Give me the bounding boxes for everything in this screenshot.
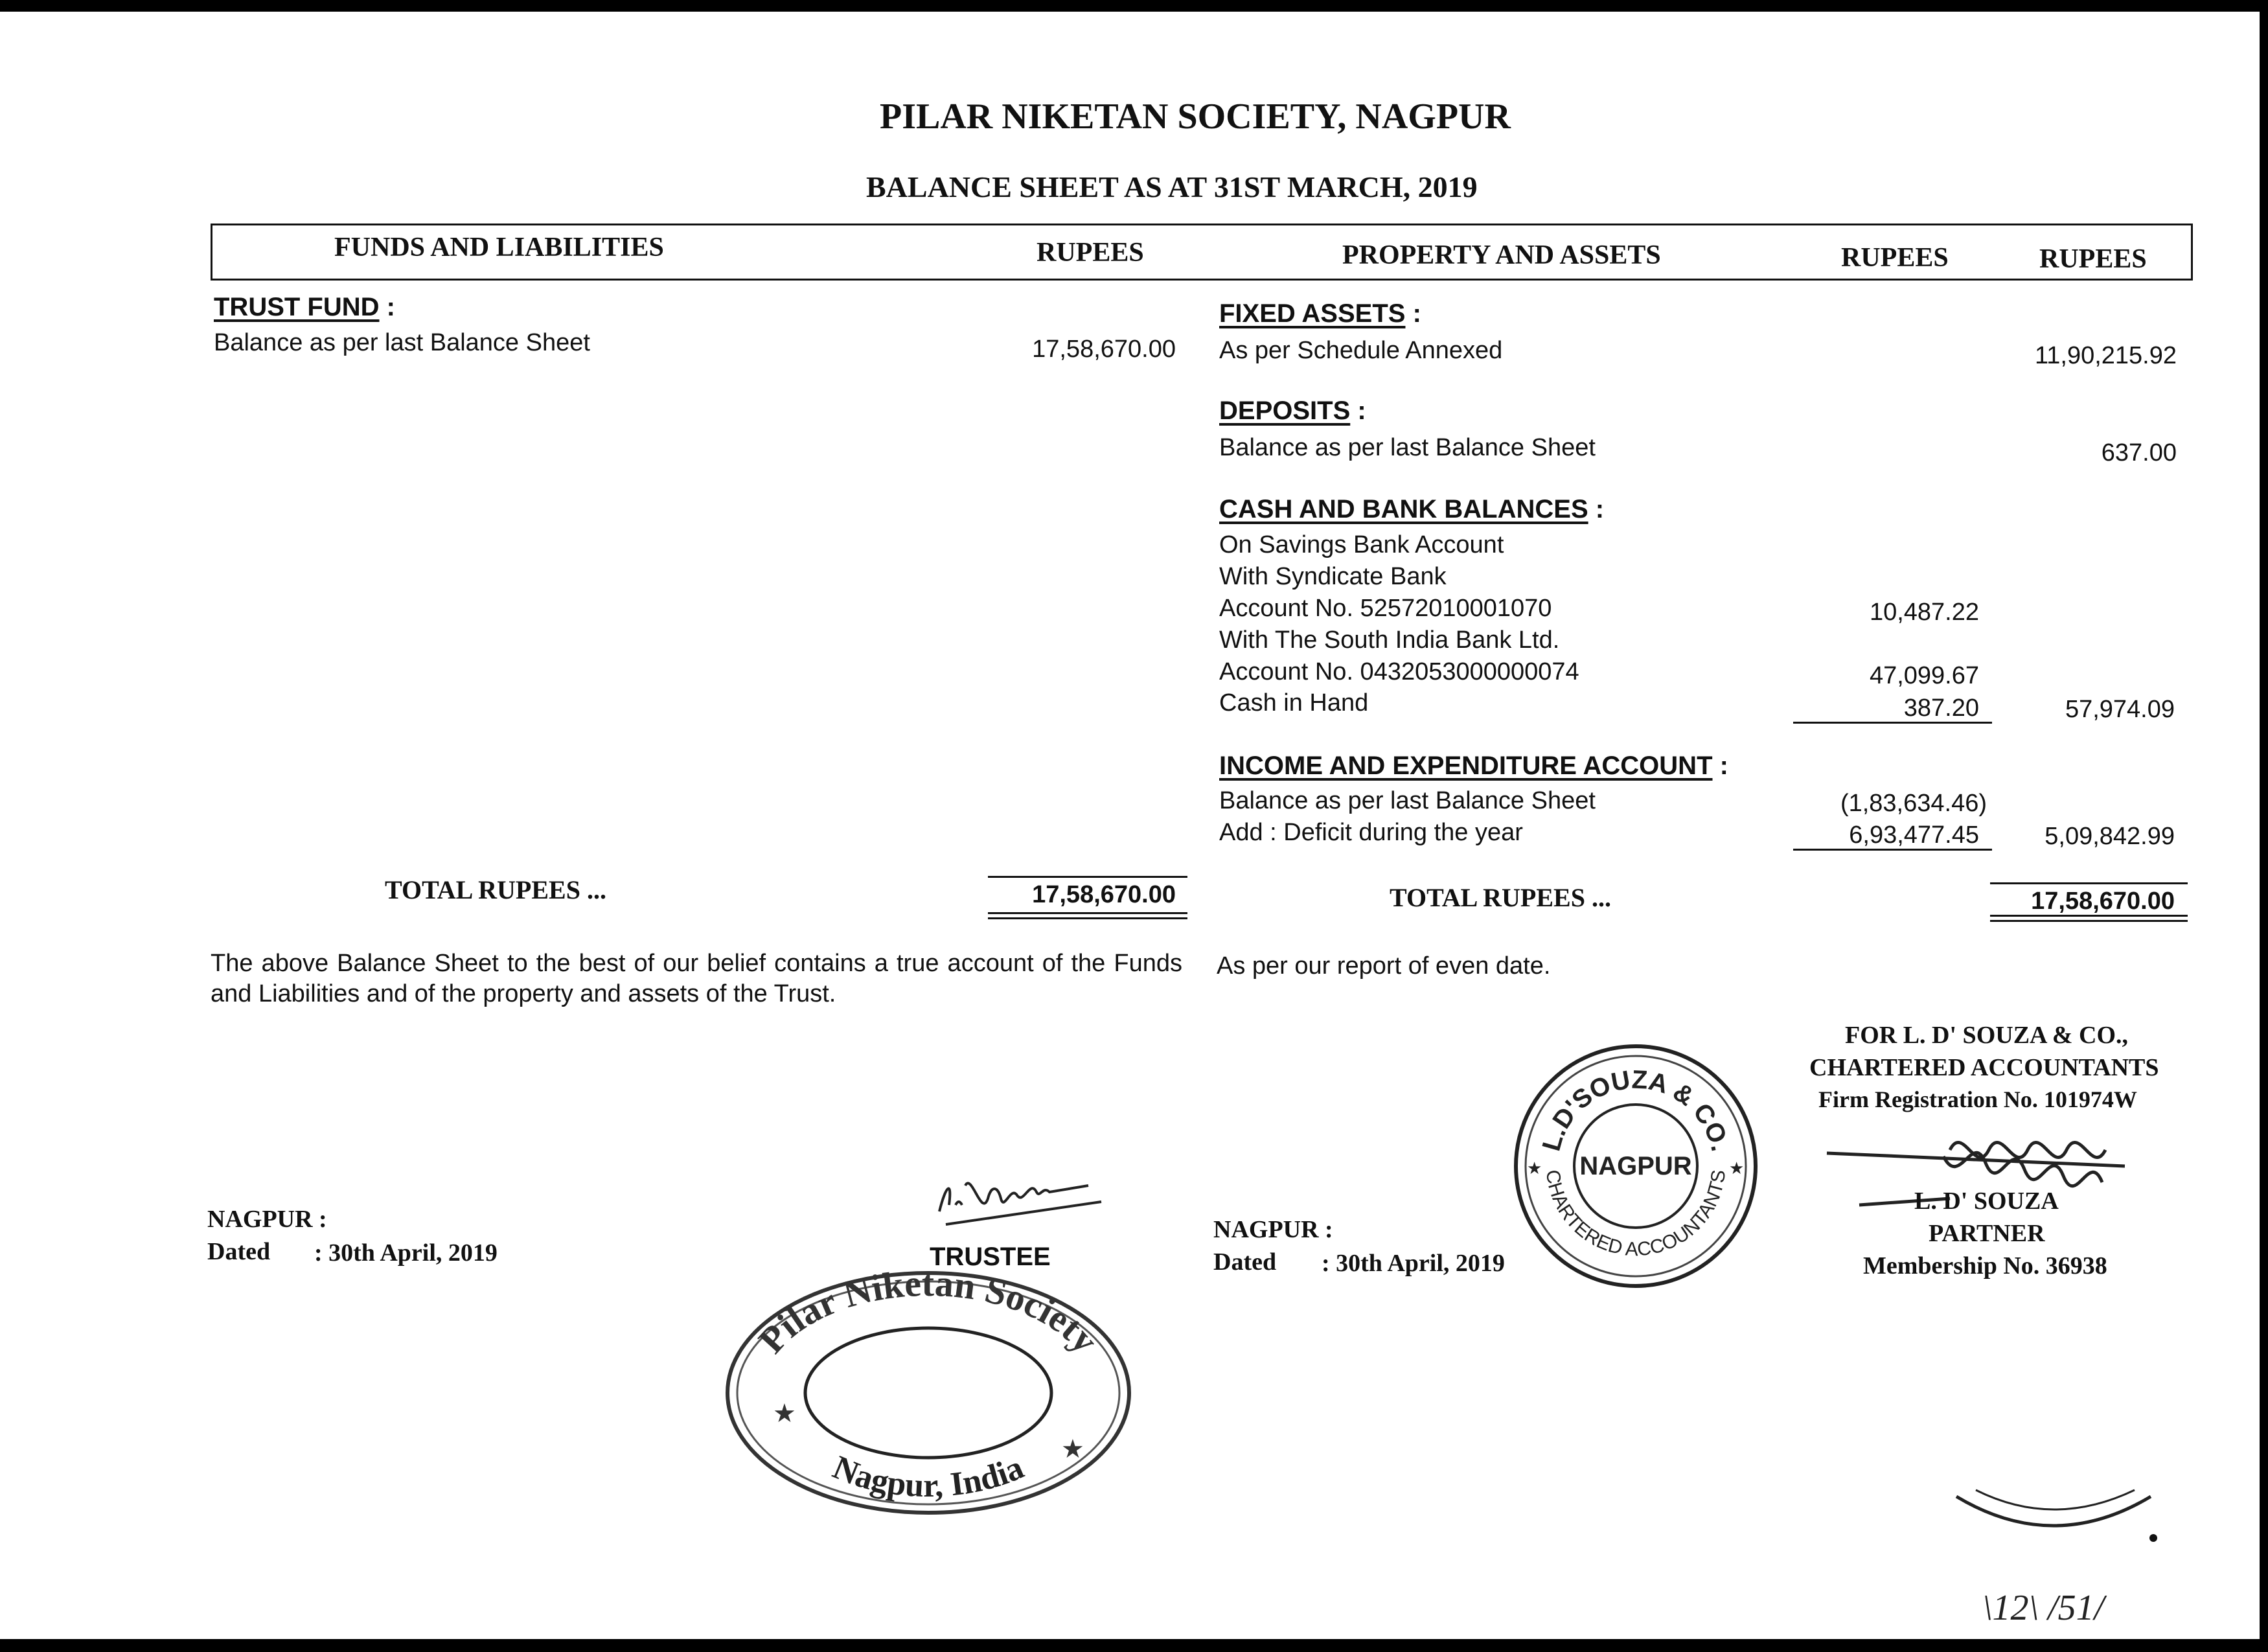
right-total-rule-top	[1990, 882, 2188, 884]
page-mark: \12\ /51/	[1982, 1588, 2105, 1628]
header-rupees-2: RUPEES	[1841, 243, 1949, 273]
left-total-label: TOTAL RUPEES ...	[385, 875, 606, 904]
right-place: NAGPUR :	[1213, 1216, 1333, 1243]
trust-fund-balance-value: 17,58,670.00	[1032, 336, 1176, 363]
right-dated-label: Dated	[1213, 1248, 1277, 1276]
firm-registration: Firm Registration No. 101974W	[1818, 1086, 2137, 1112]
partial-stamp	[1950, 1484, 2164, 1555]
dot-mark	[2149, 1534, 2157, 1542]
cash-line: Cash in Hand	[1219, 689, 1369, 717]
society-stamp	[718, 1263, 1139, 1522]
header-rupees-3: RUPEES	[2039, 244, 2147, 274]
left-total-value: 17,58,670.00	[1032, 881, 1176, 908]
syndicate-value: 10,487.22	[1869, 599, 1979, 626]
bottom-border	[0, 1639, 2268, 1652]
left-total-rule-2	[988, 917, 1187, 919]
page-title: PILAR NIKETAN SOCIETY, NAGPUR	[880, 97, 1511, 137]
header-property-assets: PROPERTY AND ASSETS	[1342, 240, 1661, 270]
right-total-rule-2	[1990, 920, 2188, 922]
society-stamp-bottom-text: Nagpur, India	[827, 1449, 1029, 1505]
south-india-value: 47,099.67	[1869, 662, 1979, 689]
cash-line: Account No. 0432053000000074	[1219, 658, 1579, 685]
left-dated-label: Dated	[207, 1238, 271, 1265]
header-rupees-1: RUPEES	[1037, 238, 1144, 268]
left-total-rule-1	[988, 912, 1187, 914]
right-total-value: 17,58,670.00	[2031, 888, 2175, 915]
trust-fund-balance-label: Balance as per last Balance Sheet	[214, 329, 590, 356]
left-place: NAGPUR :	[207, 1206, 327, 1233]
cash-line: With The South India Bank Ltd.	[1219, 626, 1560, 654]
firm-name: FOR L. D' SOUZA & CO.,	[1845, 1022, 2129, 1049]
fixed-assets-heading: FIXED ASSETS :	[1219, 299, 1421, 328]
ie-deficit-value: 6,93,477.45	[1849, 821, 1979, 849]
cash-bank-heading: CASH AND BANK BALANCES :	[1219, 495, 1605, 523]
cash-hand-value: 387.20	[1903, 694, 1979, 722]
fixed-assets-desc: As per Schedule Annexed	[1219, 337, 1503, 364]
deposits-desc: Balance as per last Balance Sheet	[1219, 434, 1596, 461]
cash-line: On Savings Bank Account	[1219, 531, 1504, 558]
membership-no: Membership No. 36938	[1863, 1252, 2107, 1279]
star-icon: ★	[1729, 1159, 1745, 1178]
firm-role: CHARTERED ACCOUNTANTS	[1809, 1054, 2159, 1081]
left-note: The above Balance Sheet to the best of our belief contains a true account of the Funds and Liabilities and of the property and assets of the Trust.	[211, 950, 1182, 1007]
cash-subtotal-rule	[1793, 722, 1992, 724]
ca-stamp-center-text: NAGPUR	[1579, 1152, 1692, 1180]
fixed-assets-value: 11,90,215.92	[2034, 342, 2177, 369]
deposits-heading: DEPOSITS :	[1219, 396, 1366, 425]
ie-total-value: 5,09,842.99	[2045, 823, 2175, 850]
right-note: As per our report of even date.	[1217, 952, 1551, 980]
ca-stamp	[1506, 1037, 1765, 1296]
cash-line: Account No. 52572010001070	[1219, 595, 1552, 622]
star-icon: ★	[773, 1399, 796, 1428]
ca-stamp-bottom-text: CHARTERED ACCOUNTANTS	[1541, 1168, 1730, 1261]
right-border	[2260, 0, 2268, 1652]
trustee-label: TRUSTEE	[930, 1243, 1051, 1271]
header-funds-liabilities: FUNDS AND LIABILITIES	[334, 233, 664, 262]
right-total-label: TOTAL RUPEES ...	[1390, 883, 1611, 912]
star-icon: ★	[1061, 1434, 1084, 1464]
right-dated-value: : 30th April, 2019	[1322, 1250, 1505, 1277]
ie-balance-value: (1,83,634.46)	[1840, 790, 1987, 817]
cash-line: With Syndicate Bank	[1219, 563, 1447, 590]
top-border	[0, 0, 2268, 12]
star-icon: ★	[1527, 1159, 1542, 1178]
left-total-rule-top	[988, 876, 1187, 878]
right-total-rule-1	[1990, 915, 2188, 917]
left-dated-value: : 30th April, 2019	[314, 1239, 498, 1267]
partner-title: PARTNER	[1929, 1220, 2045, 1247]
ca-stamp-top-text: L.D'SOUZA & CO.	[1537, 1065, 1735, 1154]
ie-subtotal-rule	[1793, 849, 1992, 851]
partner-name: L. D' SOUZA	[1914, 1187, 2059, 1215]
ie-balance-desc: Balance as per last Balance Sheet	[1219, 787, 1596, 814]
trust-fund-heading: TRUST FUND :	[214, 293, 395, 321]
ie-deficit-desc: Add : Deficit during the year	[1219, 819, 1523, 846]
deposits-value: 637.00	[2101, 439, 2177, 466]
trustee-signature	[926, 1160, 1108, 1250]
income-expenditure-heading: INCOME AND EXPENDITURE ACCOUNT :	[1219, 751, 1728, 780]
page-subtitle: BALANCE SHEET AS AT 31ST MARCH, 2019	[866, 170, 1478, 203]
cash-total-value: 57,974.09	[2065, 696, 2175, 723]
society-stamp-top-text: Pilar Niketan Society	[750, 1263, 1107, 1361]
